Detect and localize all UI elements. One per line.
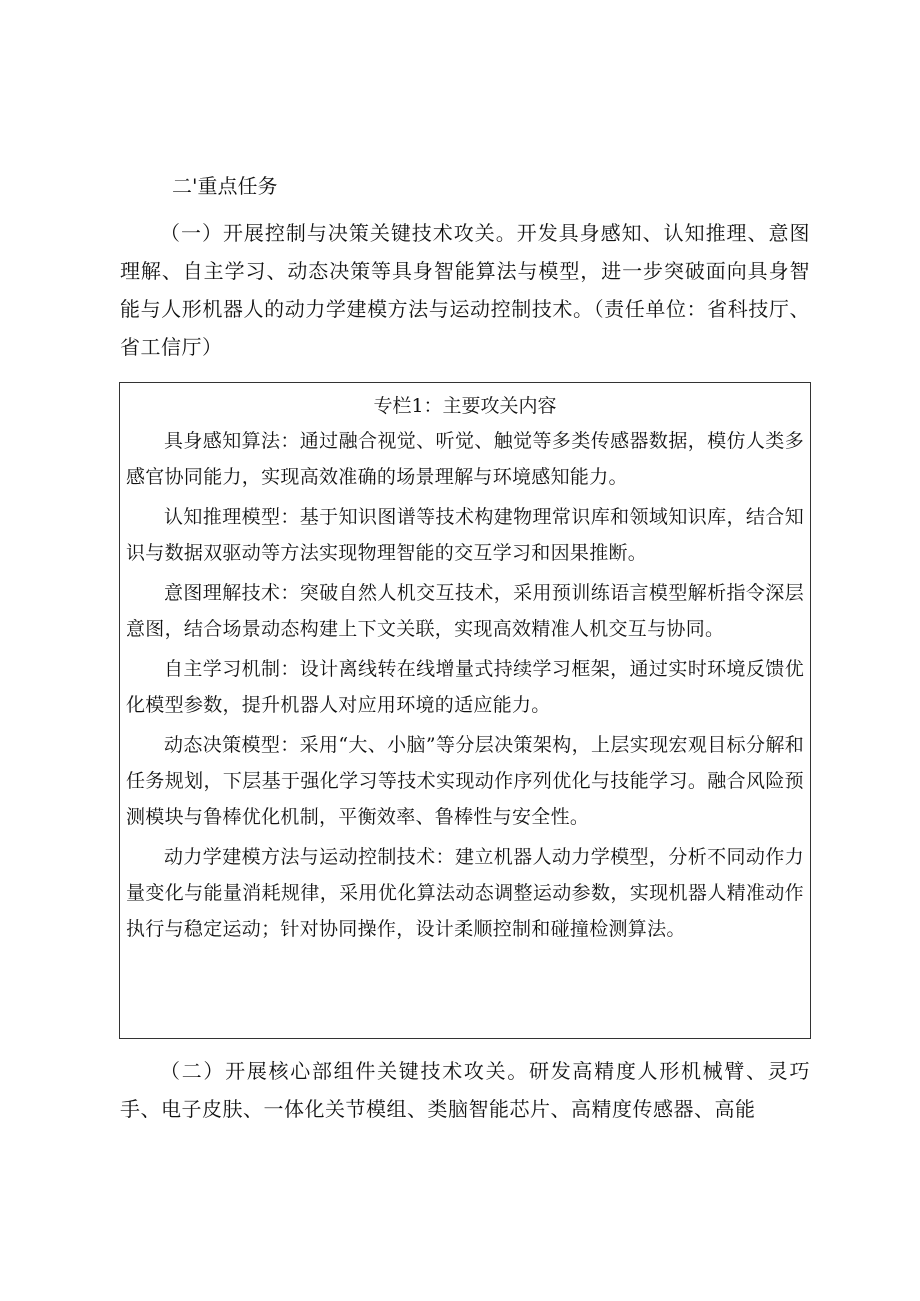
task-paragraph-1: （一）开展控制与决策关键技术攻关。开发具身感知、认知推理、意图理解、自主学习、动态决策等具身智能算法与模型，进一步突破面向具身智能与人形机器人的动力学建模方法与运动控制技术。（责任单位：省科技厅、省工信厅） xyxy=(120,221,810,359)
column-item-decision: 动态决策模型：采用“大、小脑”等分层决策架构，上层实现宏观目标分解和任务规划，下层基于强化学习等技术实现动作序列优化与技能学习。融合风险预测模块与鲁棒优化机制，平衡效率、鲁棒性与安全性。 xyxy=(126,734,804,828)
column-box-title: 专栏1：主要攻关内容 xyxy=(373,395,557,417)
section-heading: 二'重点任务 xyxy=(172,174,278,198)
column-item-reasoning: 认知推理模型：基于知识图谱等技术构建物理常识库和领域知识库，结合知识与数据双驱动等方法实现物理智能的交互学习和因果推断。 xyxy=(126,506,804,564)
column-item-dynamics: 动力学建模方法与运动控制技术：建立机器人动力学模型，分析不同动作力量变化与能量消耗规律，采用优化算法动态调整运动参数，实现机器人精准动作执行与稳定运动；针对协同操作，设计柔顺控制和碰撞检测算法。 xyxy=(126,846,804,940)
task-paragraph-2: （二）开展核心部组件关键技术攻关。研发高精度人形机械臂、灵巧手、电子皮肤、一体化关节模组、类脑智能芯片、高精度传感器、高能 xyxy=(120,1059,810,1121)
column-item-perception: 具身感知算法：通过融合视觉、听觉、触觉等多类传感器数据，模仿人类多感官协同能力，实现高效准确的场景理解与环境感知能力。 xyxy=(126,430,804,488)
column-box xyxy=(119,382,811,1039)
column-item-intent: 意图理解技术：突破自然人机交互技术，采用预训练语言模型解析指令深层意图，结合场景动态构建上下文关联，实现高效精准人机交互与协同。 xyxy=(126,582,804,640)
column-item-learning: 自主学习机制：设计离线转在线增量式持续学习框架，通过实时环境反馈优化模型参数，提升机器人对应用环境的适应能力。 xyxy=(126,658,804,716)
